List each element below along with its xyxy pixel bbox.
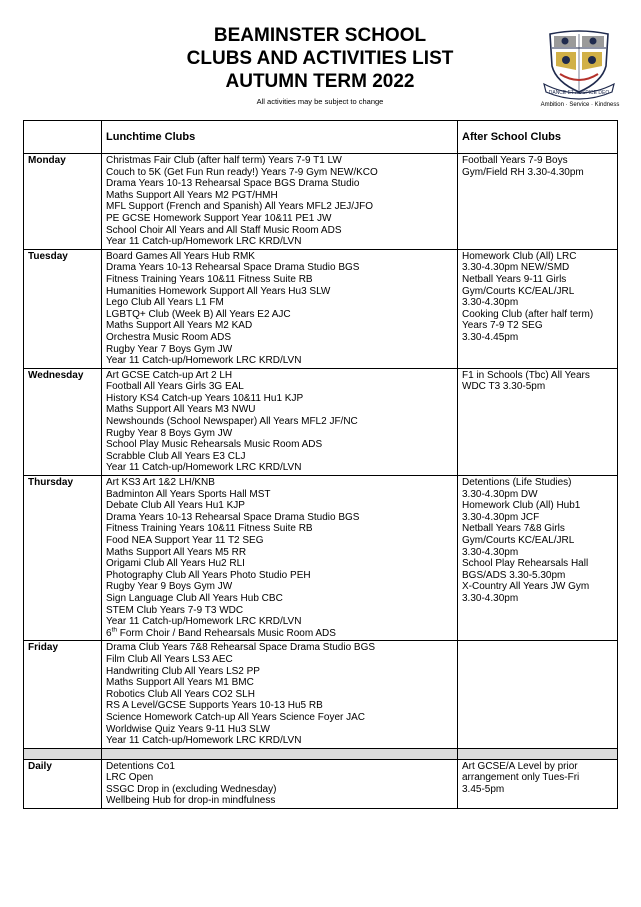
separator-cell — [458, 748, 618, 759]
list-item: Rugby Year 7 Boys Gym JW — [106, 343, 233, 355]
list-item: Lego Club All Years L1 FM — [106, 297, 224, 309]
list-item: LRC Open — [106, 772, 154, 784]
list-item: Orchestra Music Room ADS — [106, 331, 232, 343]
list-item: Maths Support All Years M5 RR — [106, 546, 247, 558]
separator-cell — [102, 748, 458, 759]
list-item: RS A Level/GCSE Supports Years 10-13 Hu5 RB — [106, 700, 323, 712]
list-item: Christmas Fair Club (after half term) Years 7-9 T1 LW — [106, 155, 342, 166]
title-school: BEAMINSTER SCHOOL — [213, 25, 427, 46]
list-item: School Play Music Rehearsals Music Room ADS — [106, 439, 323, 451]
list-item: 3.30-4.30pm JCF — [462, 511, 540, 523]
list-item: arrangement only Tues-Fri — [462, 772, 580, 784]
list-item: Detentions Co1 — [106, 760, 175, 772]
list-item: Debate Club All Years Hu1 KJP — [106, 500, 245, 512]
list-item: School Choir All Years and All Staff Music Room ADS — [106, 224, 342, 236]
list-item: Cooking Club (after half term) — [462, 308, 594, 320]
list-item: Gym/Field RH 3.30-4.30pm — [462, 166, 584, 178]
after-school-cell — [458, 368, 618, 475]
list-item: SSGC Drop in (excluding Wednesday) — [106, 783, 277, 795]
header-day — [24, 121, 102, 154]
list-item: Wellbeing Hub for drop-in mindfulness — [106, 795, 276, 807]
list-item: Gym/Courts KC/EAL/JRL — [462, 285, 575, 297]
list-item: Maths Support All Years M2 KAD — [106, 320, 253, 332]
list-item: 3.30-4.30pm — [462, 592, 519, 604]
list-item: Drama Years 10-13 Rehearsal Space Drama Studio BGS — [106, 511, 360, 523]
list-item: 3.30-4.30pm — [462, 297, 519, 309]
day-cell: Monday — [24, 154, 102, 250]
separator-cell — [24, 748, 102, 759]
list-item: Netball Years 7&8 Girls — [462, 523, 565, 535]
list-item: Film Club All Years LS3 AEC — [106, 653, 233, 665]
page-header — [0, 0, 641, 116]
day-cell: Tuesday — [24, 249, 102, 368]
separator-row — [24, 748, 618, 759]
lunchtime-cell — [102, 641, 458, 748]
list-item: PE GCSE Homework Support Year 10&11 PE1 JW — [106, 212, 332, 224]
table-row — [24, 249, 618, 368]
list-item: Football All Years Girls 3G EAL — [106, 381, 244, 393]
list-item: Badminton All Years Sports Hall MST — [106, 488, 271, 500]
ordinal-rest: Form Choir / Band Rehearsals Music Room ADS — [116, 627, 336, 639]
title-list: CLUBS AND ACTIVITIES LIST — [186, 48, 454, 69]
list-item: Robotics Club All Years CO2 SLH — [106, 688, 255, 700]
list-item: X-Country All Years JW Gym — [462, 581, 590, 593]
list-item: Couch to 5K (Get Fun Run ready!) Years 7-9 Gym NEW/KCO — [106, 166, 378, 178]
table-row — [24, 476, 618, 641]
list-item: BGS/ADS 3.30-5.30pm — [462, 569, 566, 581]
list-item: LGBTQ+ Club (Week B) All Years E2 AJC — [106, 308, 291, 320]
after-school-cell — [458, 476, 618, 641]
list-item: Science Homework Catch-up All Years Science Foyer JAC — [106, 711, 366, 723]
day-cell: Wednesday — [24, 368, 102, 475]
list-item: Handwriting Club All Years LS2 PP — [106, 665, 260, 677]
list-item: Gym/Courts KC/EAL/JRL — [462, 535, 575, 546]
list-item: Maths Support All Years M3 NWU — [106, 404, 256, 416]
list-item: Scrabble Club All Years E3 CLJ — [106, 450, 246, 462]
list-item: Years 7-9 T2 SEG — [462, 320, 543, 332]
list-item: Fitness Training Years 10&11 Fitness Suite RB — [106, 273, 313, 285]
title-term: AUTUMN TERM 2022 — [225, 71, 415, 92]
list-item: Photography Club All Years Photo Studio PEH — [106, 569, 311, 581]
list-item: History KS4 Catch-up Years 10&11 Hu1 KJP — [106, 392, 304, 404]
after-school-cell — [458, 154, 618, 250]
list-item: Detentions (Life Studies) — [462, 477, 572, 489]
lunchtime-cell — [102, 368, 458, 475]
list-item — [106, 628, 453, 640]
list-item: 3.45-5pm — [462, 783, 505, 795]
list-item: 3.30-4.45pm — [462, 331, 519, 343]
list-item: Art GCSE Catch-up Art 2 LH — [106, 369, 233, 381]
list-item: Art KS3 Art 1&2 LH/KNB — [106, 477, 215, 489]
list-item: 3.30-4.30pm NEW/SMD — [462, 262, 570, 274]
list-item: Worldwise Quiz Years 9-11 Hu3 SLW — [106, 723, 270, 735]
header-lunchtime: Lunchtime Clubs — [102, 121, 458, 154]
list-item: Maths Support All Years M1 BMC — [106, 677, 254, 689]
list-item: Year 11 Catch-up/Homework LRC KRD/LVN — [106, 616, 302, 628]
day-cell: Thursday — [24, 476, 102, 641]
after-school-cell — [458, 759, 618, 808]
table-row — [24, 368, 618, 475]
table-header-row — [24, 121, 618, 154]
list-item: Drama Club Years 7&8 Rehearsal Space Drama Studio BGS — [106, 642, 376, 654]
list-item: Homework Club (All) LRC — [462, 250, 577, 262]
school-crest-icon — [540, 26, 618, 102]
after-school-cell — [458, 249, 618, 368]
ordinal-number: 6 — [106, 627, 112, 639]
ordinal-suffix: th — [111, 626, 117, 634]
list-item: Year 11 Catch-up/Homework LRC KRD/LVN — [106, 236, 302, 248]
list-item: Board Games All Years Hub RMK — [106, 250, 255, 262]
list-item: Year 11 Catch-up/Homework LRC KRD/LVN — [106, 462, 302, 474]
list-item: Netball Years 9-11 Girls — [462, 273, 567, 285]
crest-motto: Ambition · Service · Kindness — [540, 102, 620, 108]
list-item: Art GCSE/A Level by prior — [462, 760, 578, 772]
lunchtime-cell — [102, 249, 458, 368]
list-item: Humanities Homework Support All Years Hu3 SLW — [106, 285, 331, 297]
table-row — [24, 759, 618, 808]
list-item: 3.30-4.30pm DW — [462, 488, 538, 500]
list-item: Rugby Year 8 Boys Gym JW — [106, 427, 233, 439]
list-item: Homework Club (All) Hub1 — [462, 500, 581, 512]
list-item: 3.30-4.30pm — [462, 546, 519, 558]
list-item: MFL Support (French and Spanish) All Years MFL2 JEJ/JFO — [106, 201, 373, 213]
list-item: Food NEA Support Year 11 T2 SEG — [106, 535, 264, 546]
lunchtime-cell — [102, 476, 458, 641]
list-item: Fitness Training Years 10&11 Fitness Suite RB — [106, 523, 313, 535]
list-item: Maths Support All Years M2 PGT/HMH — [106, 189, 278, 201]
list-item: Rugby Year 9 Boys Gym JW — [106, 581, 233, 593]
clubs-table — [23, 120, 618, 809]
list-item: Origami Club All Years Hu2 RLI — [106, 558, 245, 570]
list-item: WDC T3 3.30-5pm — [462, 381, 546, 393]
crest-banner-text: DANCE ET AUSPICE DEO — [548, 90, 610, 96]
list-item: School Play Rehearsals Hall — [462, 558, 589, 570]
lunchtime-cell — [102, 154, 458, 250]
list-item: STEM Club Years 7-9 T3 WDC — [106, 604, 244, 616]
list-item: Drama Years 10-13 Rehearsal Space BGS Drama Studio — [106, 178, 360, 190]
list-item: Year 11 Catch-up/Homework LRC KRD/LVN — [106, 355, 302, 367]
day-cell: Friday — [24, 641, 102, 748]
list-item: Sign Language Club All Years Hub CBC — [106, 592, 283, 604]
list-item: Drama Years 10-13 Rehearsal Space Drama Studio BGS — [106, 262, 360, 274]
list-item: Newshounds (School Newspaper) All Years MFL2 JF/NC — [106, 416, 358, 428]
table-row — [24, 641, 618, 748]
after-school-cell — [458, 641, 618, 748]
table-row — [24, 154, 618, 250]
list-item: F1 in Schools (Tbc) All Years — [462, 369, 590, 381]
header-after-school: After School Clubs — [458, 121, 618, 154]
list-item: Year 11 Catch-up/Homework LRC KRD/LVN — [106, 735, 302, 747]
day-cell: Daily — [24, 759, 102, 808]
subtitle-disclaimer: All activities may be subject to change — [256, 97, 384, 106]
list-item: Football Years 7-9 Boys — [462, 155, 568, 166]
lunchtime-cell — [102, 759, 458, 808]
